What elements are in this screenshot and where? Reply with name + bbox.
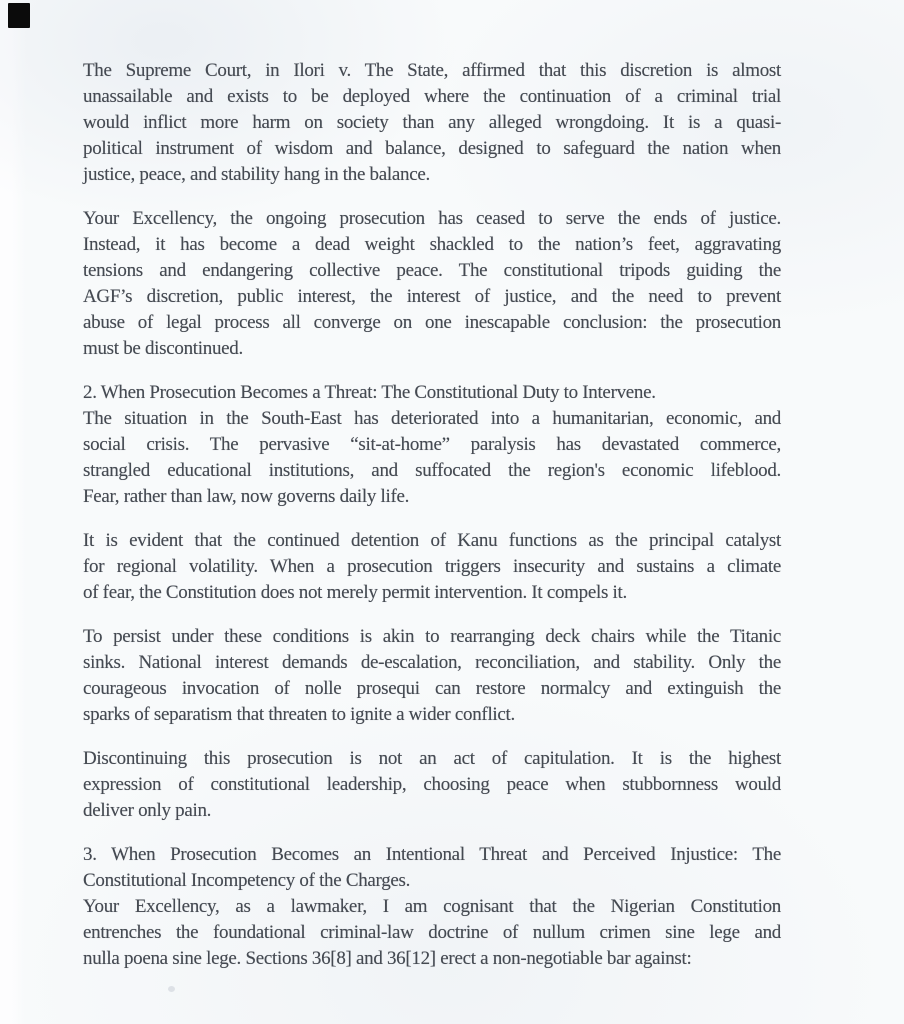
document-line: It is evident that the continued detention of Kanu functions as the principal catalyst [83,530,781,551]
document-line: Your Excellency, the ongoing prosecution has ceased to serve the ends of justice. [83,208,781,229]
document-line: for regional volatility. When a prosecution triggers insecurity and sustains a climate [83,556,781,577]
paragraph [83,624,781,728]
document-line: sparks of separatism that threaten to ignite a wider conflict. [83,704,515,725]
document-line: must be discontinued. [83,338,243,359]
document-line: courageous invocation of nolle prosequi can restore normalcy and extinguish the [83,678,781,699]
document-line: expression of constitutional leadership, choosing peace when stubbornness would [83,774,781,795]
document-line: justice, peace, and stability hang in the balance. [83,164,430,185]
paragraph [83,746,781,824]
document-line: unassailable and exists to be deployed where the continuation of a criminal trial [83,86,781,107]
document-line: entrenches the foundational criminal-law doctrine of nullum crimen sine lege and [83,922,781,943]
document-line: AGF’s discretion, public interest, the interest of justice, and the need to prevent [83,286,781,307]
document-line: To persist under these conditions is akin to rearranging deck chairs while the Titanic [83,626,781,647]
document-line: tensions and endangering collective peace. The constitutional tripods guiding the [83,260,781,281]
document-line: The Supreme Court, in Ilori v. The State, affirmed that this discretion is almost [83,60,781,81]
paragraph [83,380,781,510]
document-line: political instrument of wisdom and balance, designed to safeguard the nation when [83,138,781,159]
document-line: Instead, it has become a dead weight shackled to the nation’s feet, aggravating [83,234,781,255]
document-line: Your Excellency, as a lawmaker, I am cognisant that the Nigerian Constitution [83,896,781,917]
document-line: Constitutional Incompetency of the Charges. [83,870,411,891]
document-line: The situation in the South-East has deteriorated into a humanitarian, economic, and [83,408,781,429]
paragraph [83,528,781,606]
document-line: abuse of legal process all converge on one inescapable conclusion: the prosecution [83,312,781,333]
paragraph [83,206,781,362]
document-line: deliver only pain. [83,800,212,821]
paragraph [83,58,781,188]
document-body [83,58,781,990]
paragraph [83,842,781,972]
document-line: social crisis. The pervasive “sit-at-home” paralysis has devastated commerce, [83,434,781,455]
scan-corner-mark [8,3,30,28]
document-line: sinks. National interest demands de-escalation, reconciliation, and stability. Only the [83,652,781,673]
document-line: of fear, the Constitution does not merely permit intervention. It compels it. [83,582,627,603]
document-line: 2. When Prosecution Becomes a Threat: The Constitutional Duty to Intervene. [83,382,656,403]
document-line: Fear, rather than law, now governs daily life. [83,486,410,507]
document-line: Discontinuing this prosecution is not an act of capitulation. It is the highest [83,748,781,769]
document-line: 3. When Prosecution Becomes an Intentional Threat and Perceived Injustice: The [83,844,781,865]
document-line: strangled educational institutions, and suffocated the region's economic lifeblood. [83,460,781,481]
document-line: would inflict more harm on society than any alleged wrongdoing. It is a quasi- [83,112,781,133]
scan-smudge [168,986,175,992]
document-line: nulla poena sine lege. Sections 36[8] and 36[12] erect a non-negotiable bar against: [83,948,692,969]
